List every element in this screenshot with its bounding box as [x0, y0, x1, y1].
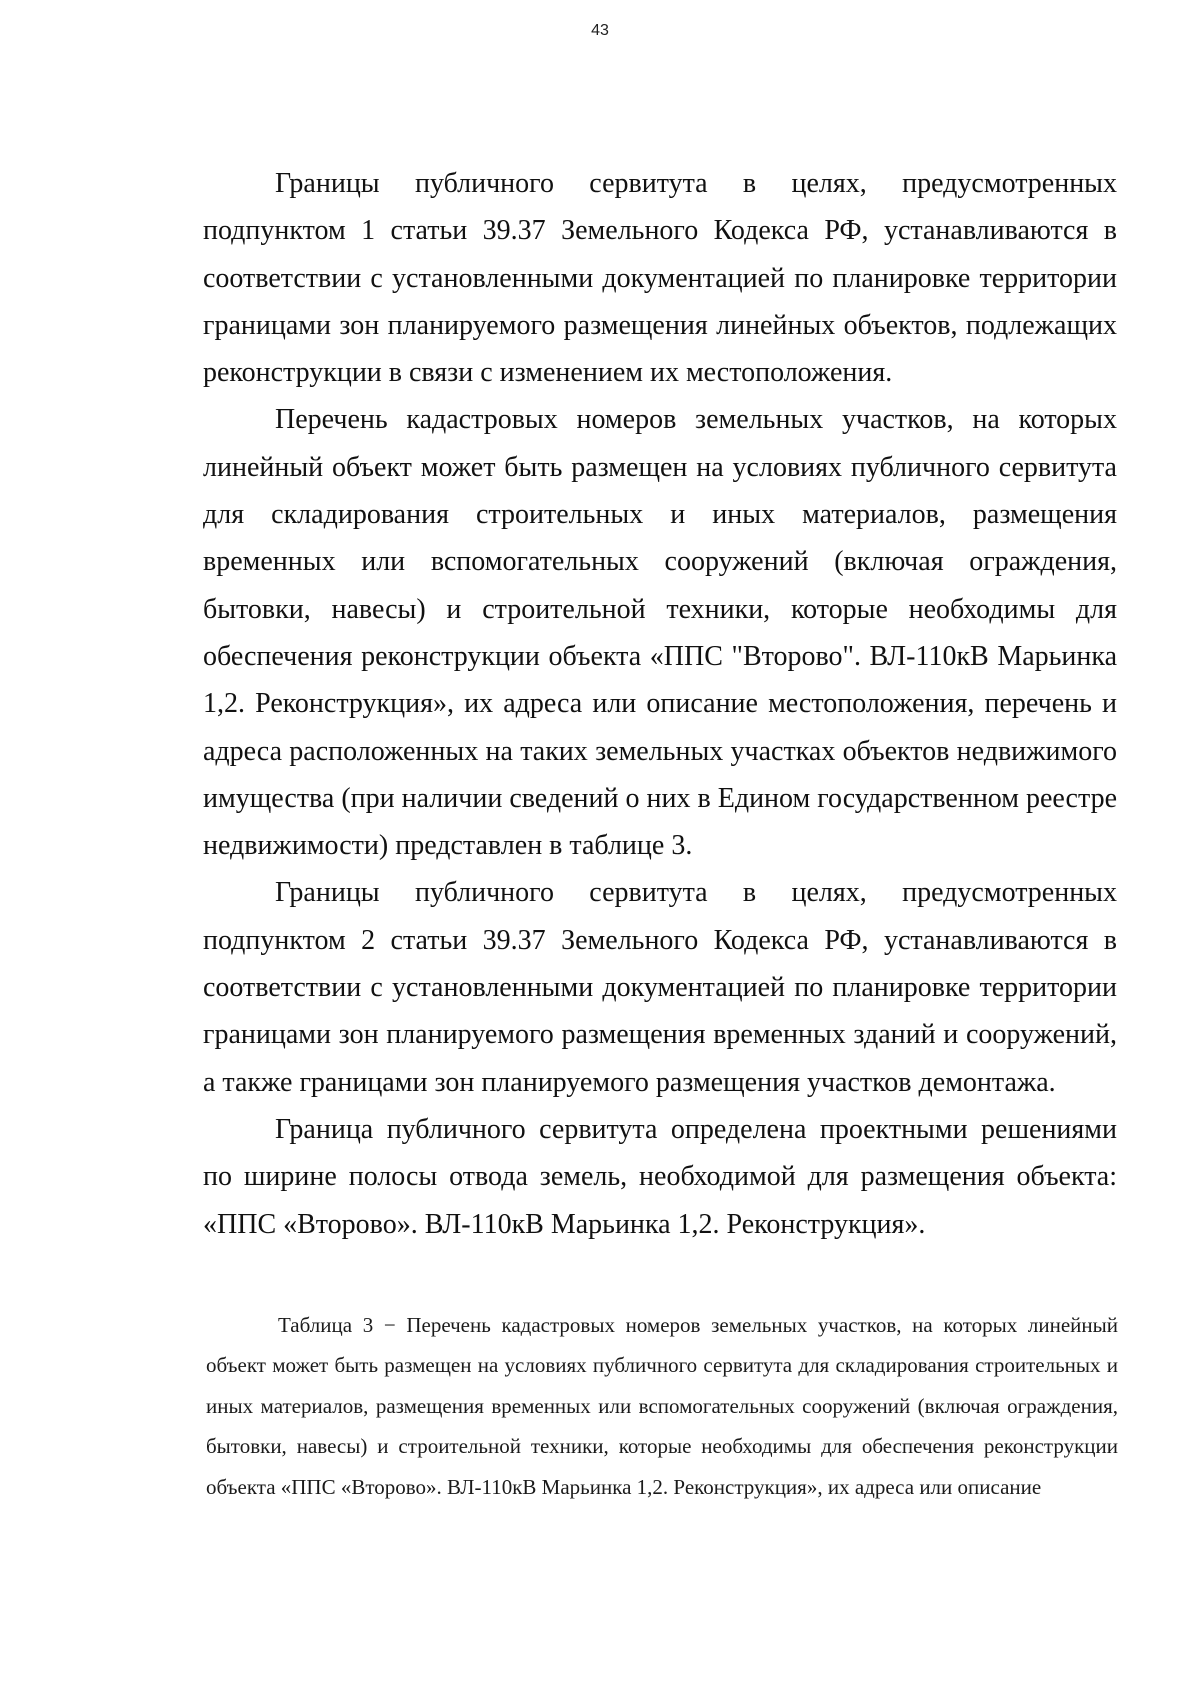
paragraph-servitude-boundaries-1: Границы публичного сервитута в целях, предусмотренных подпунктом 1 статьи 39.37 Земельного Кодекса РФ, устанавливаются в соответствии с установленными документацией по планировке территории границами зон планируемого размещения линейных объектов, подлежащих реконструкции в связи с изменением их местоположения. — [203, 168, 1117, 389]
table-caption: Таблица 3 − Перечень кадастровых номеров земельных участков, на которых линейный объект может быть размещен на условиях публичного сервитута для складирования строительных и иных материалов, размещения временных или вспомогательных сооружений (включая ограждения, бытовки, навесы) и строительной техники, которые необходимы для обеспечения реконструкции объекта «ППС «Второво». ВЛ-110кВ Марьинка 1,2. Реконструкция», их адреса или описание — [206, 1313, 1118, 1499]
paragraph-cadastral-list: Перечень кадастровых номеров земельных участков, на которых линейный объект может быть размещен на условиях публичного сервитута для складирования строительных и иных материалов, размещения временных или вспомогательных сооружений (включая ограждения, бытовки, навесы) и строительной техники, которые необходимы для обеспечения реконструкции объекта «ППС "Второво". ВЛ-110кВ Марьинка 1,2. Реконструкция», их адреса или описание местоположения, перечень и адреса расположенных на таких земельных участках объектов недвижимого имущества (при наличии сведений о них в Едином государственном реестре недвижимости) представлен в таблице 3. — [203, 404, 1117, 862]
paragraph-servitude-definition: Граница публичного сервитута определена проектными решениями по ширине полосы отвода земель, необходимой для размещения объекта: «ППС «Второво». ВЛ-110кВ Марьинка 1,2. Реконструкция». — [203, 1113, 1117, 1240]
page-number: 43 — [591, 22, 609, 39]
paragraph-servitude-boundaries-2: Границы публичного сервитута в целях, предусмотренных подпунктом 2 статьи 39.37 Земельного Кодекса РФ, устанавливаются в соответствии с установленными документацией по планировке территории границами зон планируемого размещения временных зданий и сооружений, а также границами зон планируемого размещения участков демонтажа. — [203, 877, 1117, 1098]
document-body — [203, 160, 1117, 1248]
